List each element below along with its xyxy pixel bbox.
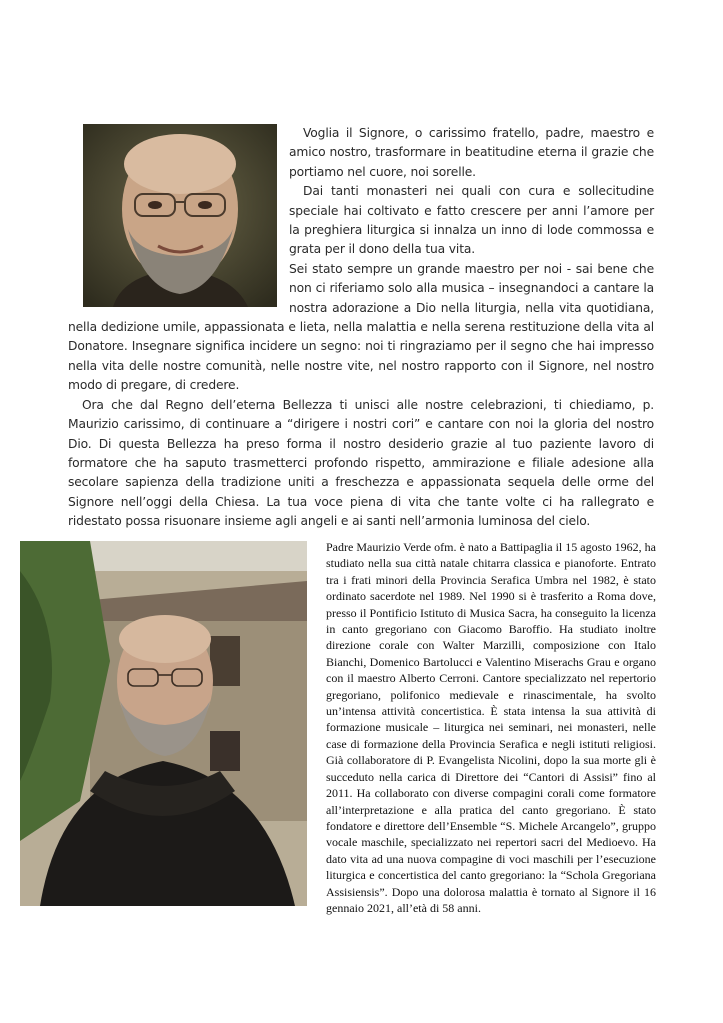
tribute-paragraph-3: Sei stato sempre un grande maestro per noi - sai bene che non ci riferiamo solo alla musica – insegnandoci a cantare la nostra adorazione a Dio nella liturgia, nella vita quotidiana, nella dedizione umile, appassionata e lieta, nella malattia e nella serena restituzione della vita al Donatore. Insegnare significa incidere un segno: noi ti ringraziamo per il segno che hai impresso nella vita delle nostre comunità, nelle nostre vite, nel nostro rapporto con il Signore, nel nostro modo di pregare, di credere. — [68, 261, 654, 393]
biography-text: Padre Maurizio Verde ofm. è nato a Battipaglia il 15 agosto 1962, ha studiato nella sua città natale chitarra classica e pianoforte. Entrato tra i frati minori della Provincia Serafica Umbra nel 1982, è stato ordinato sacerdote nel 1989. Nel 1990 si è trasferito a Roma dove, presso il Pontificio Istituto di Musica Sacra, ha conseguito la licenza in canto gregoriano con Giacomo Baroffio. Ha studiato inoltre direzione corale con Walter Marzilli, composizione con Italo Bianchi, Domenico Bartolucci e Valentino Miserachs Grau e organo con il maestro Alberto Cerroni. Cantore specializzato nel repertorio gregoriano, polifonico medievale e rinascimentale, ha svolto un’intensa attività concertistica. È stata intensa la sua attività di formazione musicale – liturgica nei seminari, nei monasteri, nelle case di formazione della Provincia Serafica e negli istituti religiosi. Già collaboratore di P. Evangelista Nicolini, dopo la sua morte gli è succeduto nella carica di Direttore dei “Cantori di Assisi” fino al 2011. Ha collaborato con diverse compagini corali come formatore all’interpretazione e alla pratica del canto gregoriano. È stato fondatore e direttore dell’Ensemble “S. Michele Arcangelo”, gruppo vocale maschile, specializzato nei repertori sacri del Medioevo. Ha dato vita ad una nuova compagine di voci maschili per l’esecuzione liturgica e concertistica del canto gregoriano: la “Schola Gregoriana Assisiensis”. Dopo una dolorosa malattia è tornato al Signore il 16 gennaio 2021, all’età di 58 anni. — [326, 540, 656, 915]
portrait-photo-top — [83, 124, 277, 307]
tribute-text — [68, 124, 654, 532]
portrait-photo-bottom — [20, 541, 307, 906]
tribute-paragraph-2: Dai tanti monasteri nei quali con cura e sollecitudine speciale hai coltivato e fatto crescere per anni l’amore per la preghiera liturgica si innalza un inno di lode commossa e grata per il dono della tua vita. — [289, 184, 654, 257]
tribute-paragraph-4: Ora che dal Regno dell’eterna Bellezza ti unisci alle nostre celebrazioni, ti chiediamo, p. Maurizio carissimo, di continuare a “dirigere i nostri cori” e cantare con noi la gloria del nostro Dio. Di questa Bellezza ha preso forma il nostro desiderio grazie al tuo paziente lavoro di formatore che ha saputo trasmetterci profondo rispetto, ammirazione e filiale adesione alla secolare sapienza della tradizione uniti a freschezza e appassionata sequela delle orme del Signore nell’oggi della Chiesa. La tua voce piena di vita che tante volte ci ha rallegrato e ridestato possa risuonare insieme agli angeli e ai santi nell’armonia luminosa del cielo. — [68, 397, 654, 529]
tribute-paragraph-1: Voglia il Signore, o carissimo fratello, padre, maestro e amico nostro, trasformare in beatitudine eterna il grazie che portiamo nel cuore, noi sorelle. — [289, 126, 654, 179]
